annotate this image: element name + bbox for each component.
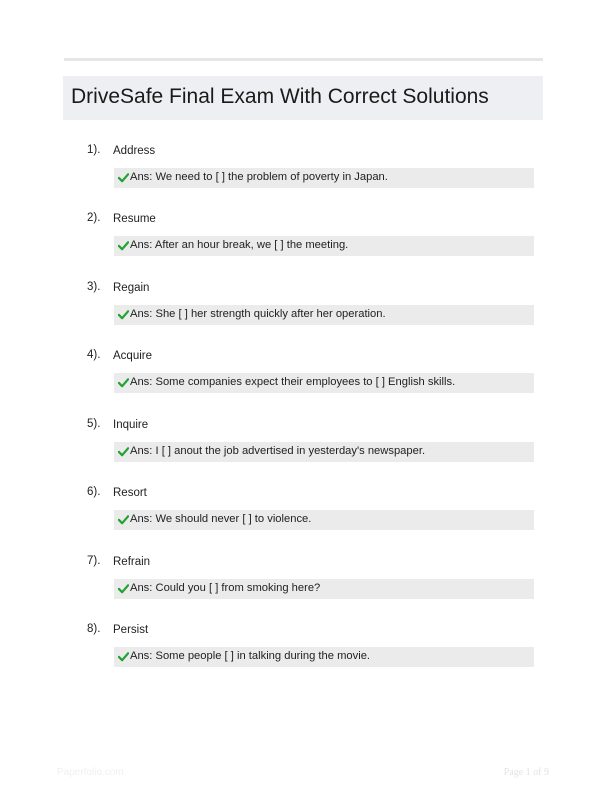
- top-divider: [64, 58, 543, 61]
- question-number: 1).: [87, 144, 101, 156]
- question-number: 3).: [87, 281, 101, 293]
- checkmark-icon: [118, 446, 129, 457]
- question-number: 6).: [87, 486, 101, 498]
- checkmark-icon: [118, 583, 129, 594]
- question-term: Address: [113, 145, 156, 157]
- question-item: [0, 555, 606, 615]
- question-item: [0, 418, 606, 478]
- answer-text: Ans: Some people [ ] in talking during the movie.: [130, 650, 371, 662]
- question-item: [0, 281, 606, 341]
- question-number: 4).: [87, 349, 101, 361]
- question-item: [0, 623, 606, 683]
- question-item: [0, 144, 606, 204]
- answer-box: [114, 373, 534, 393]
- answer-text: Ans: Could you [ ] from smoking here?: [130, 582, 321, 594]
- checkmark-icon: [118, 309, 129, 320]
- answer-text: Ans: She [ ] her strength quickly after her operation.: [130, 308, 386, 320]
- checkmark-icon: [118, 172, 129, 183]
- checkmark-icon: [118, 377, 129, 388]
- question-item: [0, 486, 606, 546]
- question-term: Resort: [113, 487, 147, 499]
- question-term: Inquire: [113, 419, 149, 431]
- answer-text: Ans: Some companies expect their employees to [ ] English skills.: [130, 376, 456, 388]
- answer-box: [114, 305, 534, 325]
- answer-box: [114, 168, 534, 188]
- answer-box: [114, 510, 534, 530]
- question-term: Acquire: [113, 350, 152, 362]
- answer-box: [114, 579, 534, 599]
- question-term: Regain: [113, 282, 150, 294]
- checkmark-icon: [118, 514, 129, 525]
- checkmark-icon: [118, 651, 129, 662]
- question-item: [0, 349, 606, 409]
- question-term: Refrain: [113, 556, 151, 568]
- answer-box: [114, 647, 534, 667]
- question-term: Persist: [113, 624, 149, 636]
- page-title: DriveSafe Final Exam With Correct Solutions: [71, 85, 489, 108]
- answer-box: [114, 442, 534, 462]
- question-item: [0, 212, 606, 272]
- answer-text: Ans: We should never [ ] to violence.: [130, 513, 312, 525]
- answer-box: [114, 236, 534, 256]
- title-banner: [63, 76, 543, 120]
- question-number: 2).: [87, 212, 101, 224]
- answer-text: Ans: We need to [ ] the problem of poverty in Japan.: [130, 171, 388, 183]
- question-number: 7).: [87, 555, 101, 567]
- footer-watermark: Paperfolio.com: [57, 767, 124, 778]
- question-number: 8).: [87, 623, 101, 635]
- question-number: 5).: [87, 418, 101, 430]
- answer-text: Ans: After an hour break, we [ ] the meeting.: [130, 239, 349, 251]
- page-number: Page 1 of 9: [503, 767, 549, 778]
- answer-text: Ans: I [ ] anout the job advertised in yesterday's newspaper.: [130, 445, 426, 457]
- checkmark-icon: [118, 240, 129, 251]
- question-term: Resume: [113, 213, 156, 225]
